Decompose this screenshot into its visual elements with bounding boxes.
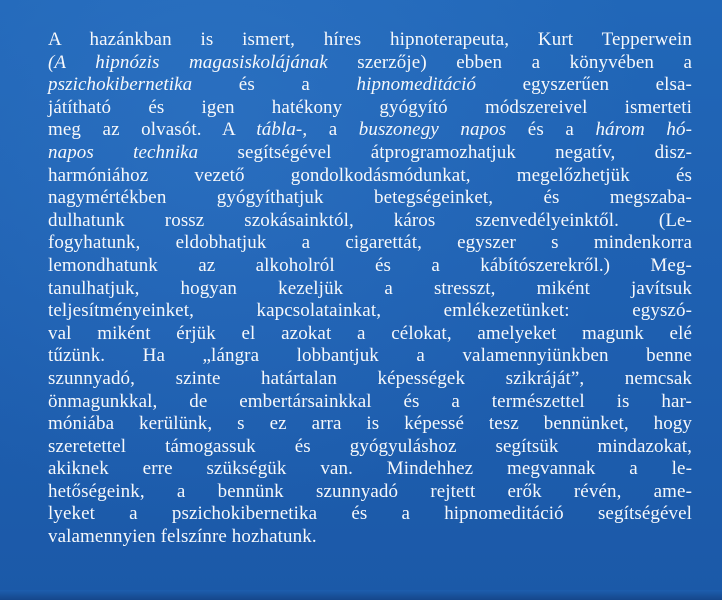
blurb-text-run: egyszerűen elsa-: [476, 74, 692, 96]
blurb-line: [48, 97, 692, 120]
blurb-text-run: játítható és igen hatékony gyógyító módszereivel ismerteti: [48, 96, 692, 118]
blurb-text-run: segítségével átprogramozhatjuk negatív, disz-: [198, 141, 692, 163]
blurb-text-run: és a: [506, 119, 596, 141]
blurb-line: [48, 165, 692, 188]
blurb-line: [48, 210, 692, 233]
blurb-text-run: A hazánkban is ismert, híres hipnoterapeuta, Kurt Tepperwein: [48, 29, 692, 50]
blurb-text-run: és a: [192, 74, 357, 96]
blurb-line: [48, 458, 692, 481]
blurb-line: [48, 300, 692, 323]
blurb-line: [48, 119, 692, 142]
blurb-line: [48, 232, 692, 255]
blurb-text-run: dulhatunk rossz szokásainktól, káros szenvedélyeinktől. (Le-: [48, 209, 692, 231]
blurb-italic-run: (A hipnózis magasiskolájának: [48, 51, 328, 73]
blurb-text-run: lyeket a pszichokibernetika és a hipnomeditáció segítségével: [48, 503, 692, 525]
blurb-line: [48, 526, 692, 549]
blurb-text-run: tűzünk. Ha „lángra lobbantjuk a valamennyiünkben benne: [48, 345, 692, 367]
blurb-line: [48, 278, 692, 301]
blurb-italic-run: három hó-: [595, 119, 693, 141]
blurb-italic-run: napos technika: [48, 141, 199, 163]
blurb-text-run: -, a: [295, 119, 359, 141]
blurb-line: [48, 368, 692, 391]
blurb-text-run: valamennyien felszínre hozhatunk.: [48, 526, 317, 548]
blurb-text-run: nagymértékben gyógyíthatjuk betegségeinket, és megszaba-: [48, 187, 692, 209]
blurb-text-run: szeretettel támogassuk és gyógyuláshoz segítsük mindazokat,: [48, 435, 692, 457]
blurb-line: [48, 481, 692, 504]
blurb-italic-run: pszichokibernetika: [48, 74, 193, 96]
blurb-line: [48, 142, 692, 165]
blurb-text-run: fogyhatunk, eldobhatjuk a cigarettát, egyszer s mindenkorra: [48, 232, 692, 254]
blurb-text-run: szunnyadó, szinte határtalan képességek szikráját”, nemcsak: [48, 367, 692, 389]
blurb-line: [48, 323, 692, 346]
blurb-text-run: önmagunkkal, de embertársainkkal és a természettel is har-: [48, 390, 692, 412]
blurb-italic-run: buszonegy napos: [358, 119, 507, 141]
blurb-text-run: harmóniához vezető gondolkodásmódunkat, megelőzhetjük és: [48, 164, 692, 186]
blurb-text-run: szerzője) ebben a könyvében a: [327, 51, 692, 73]
blurb-italic-run: tábla: [256, 119, 296, 141]
cover-blurb-text: [48, 29, 692, 549]
cover-bottom-edge: [0, 590, 722, 600]
blurb-line: [48, 52, 692, 75]
blurb-text-run: móniába kerülünk, s ez arra is képessé tesz bennünket, hogy: [48, 413, 692, 435]
blurb-text-run: meg az olvasót. A: [48, 119, 257, 141]
blurb-line: [48, 187, 692, 210]
blurb-line: [48, 255, 692, 278]
blurb-text-run: val miként érjük el azokat a célokat, amelyeket magunk elé: [48, 322, 692, 344]
blurb-italic-run: hipnomeditáció: [356, 74, 477, 96]
blurb-text-run: teljesítményeinket, kapcsolatainkat, emlékezetünket: egyszó-: [48, 300, 692, 322]
blurb-text-run: akiknek erre szükségük van. Mindehhez megvannak a le-: [48, 458, 692, 480]
blurb-text-run: hetőségeink, a bennünk szunnyadó rejtett erők révén, ame-: [48, 480, 692, 502]
blurb-text-run: tanulhatjuk, hogyan kezeljük a stresszt, miként javítsuk: [48, 277, 692, 299]
blurb-line: [48, 345, 692, 368]
blurb-line: [48, 413, 692, 436]
blurb-text-run: lemondhatunk az alkoholról és a kábítószerekről.) Meg-: [48, 254, 692, 276]
blurb-line: [48, 503, 692, 526]
blurb-line: [48, 391, 692, 414]
blurb-line: [48, 29, 692, 52]
blurb-line: [48, 436, 692, 459]
blurb-line: [48, 74, 692, 97]
